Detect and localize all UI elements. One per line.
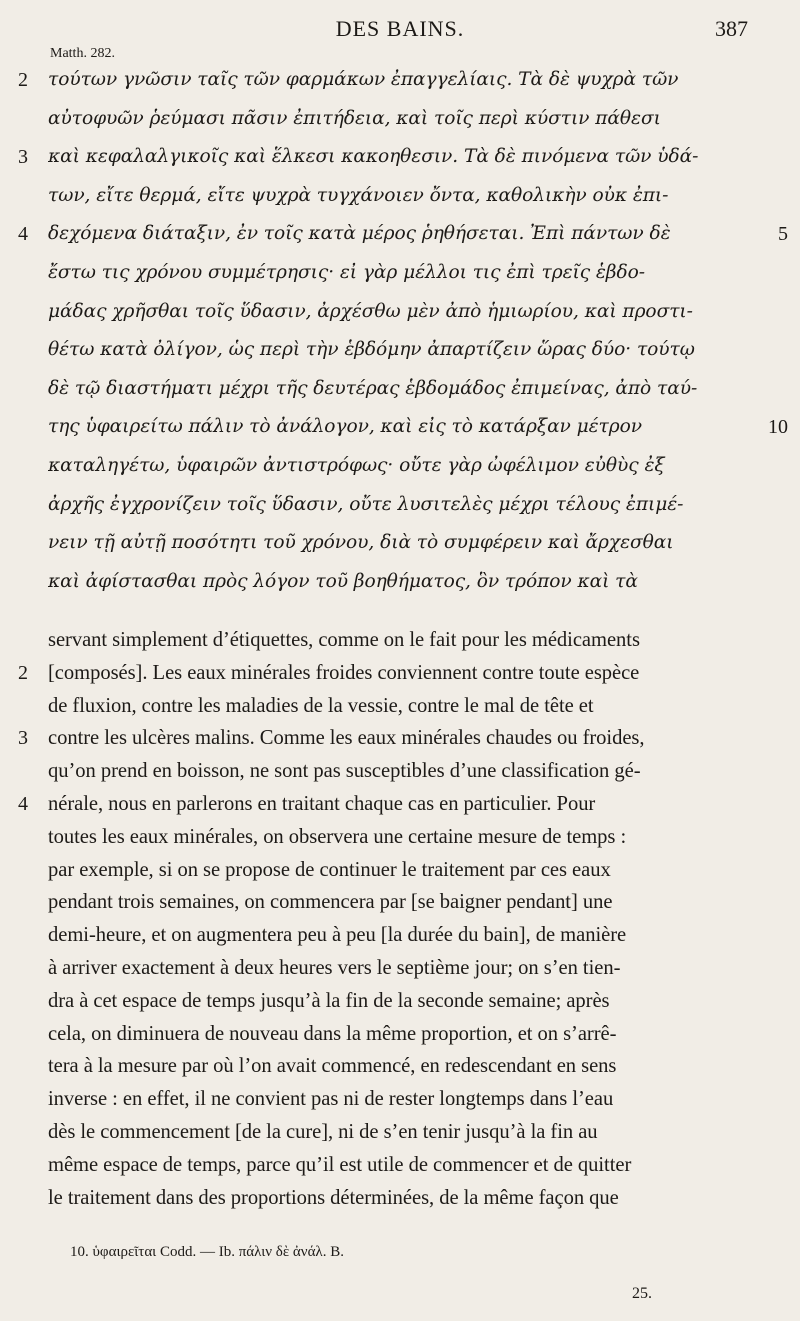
margin-section-number xyxy=(18,852,38,888)
margin-section-number xyxy=(18,332,38,368)
margin-section-number xyxy=(18,917,38,953)
margin-section-number xyxy=(18,1147,38,1183)
margin-section-number xyxy=(18,178,38,214)
margin-section-number xyxy=(18,819,38,855)
margin-section-number xyxy=(18,294,38,330)
greek-line: των, εἴτε θερμά, εἴτε ψυχρὰ τυγχάνοιεν ὄντα, καθολικὴν οὐκ ἐπι- xyxy=(48,184,669,206)
margin-section-number xyxy=(18,1114,38,1150)
greek-line: της ὑφαιρείτω πάλιν τὸ ἀνάλογον, καὶ εἰς τὸ κατάρξαν μέτρον xyxy=(48,416,643,438)
french-line: servant simplement d’étiquettes, comme on le fait pour les médicaments xyxy=(48,629,640,651)
french-line: [composés]. Les eaux minérales froides conviennent contre toute espèce xyxy=(48,661,640,684)
margin-section-number: 3 xyxy=(18,146,28,169)
french-line: demi-heure, et on augmentera peu à peu [la durée du bain], de manière xyxy=(48,924,627,947)
margin-section-number xyxy=(18,409,38,445)
running-title: DES BAINS. xyxy=(335,16,465,41)
margin-section-number xyxy=(18,622,38,658)
margin-section-number xyxy=(18,448,38,484)
margin-section-number xyxy=(18,884,38,920)
greek-line: δὲ τῷ διαστήματι μέχρι τῆς δευτέρας ἑβδομάδος ἐπιμείνας, ἀπὸ ταύ- xyxy=(48,377,698,399)
margin-section-number xyxy=(18,371,38,407)
margin-line-number: 5 xyxy=(778,223,788,246)
greek-line: καὶ ἀφίστασθαι πρὸς λόγον τοῦ βοηθήματος, ὃν τρόπον καὶ τὰ xyxy=(48,570,638,592)
greek-line: αὐτοφυῶν ῥεύμασι πᾶσιν ἐπιτήδεια, καὶ τοῖς περὶ κύστιν πάθεσι xyxy=(48,107,661,129)
margin-section-number xyxy=(18,255,38,291)
margin-section-number: 2 xyxy=(18,69,28,91)
printer-signature-mark: 25. xyxy=(632,1285,652,1302)
margin-section-number: 4 xyxy=(18,223,28,246)
greek-line: νειν τῇ αὐτῇ ποσότητι τοῦ χρόνου, διὰ τὸ συμφέρειν καὶ ἄρχεσθαι xyxy=(48,532,674,554)
french-line: qu’on prend en boisson, ne sont pas susceptibles d’une classification gé- xyxy=(48,760,641,783)
page-header xyxy=(0,16,800,48)
french-line: à arriver exactement à deux heures vers le septième jour; on s’en tien- xyxy=(48,957,621,979)
french-line: inverse : en effet, il ne convient pas ni de rester longtemps dans l’eau xyxy=(48,1088,614,1111)
margin-section-number: 2 xyxy=(18,661,28,684)
french-line: cela, on diminuera de nouveau dans la même proportion, et on s’arrê- xyxy=(48,1022,617,1045)
margin-section-number xyxy=(18,688,38,724)
margin-section-number xyxy=(18,525,38,561)
greek-line: θέτω κατὰ ὀλίγον, ὡς περὶ τὴν ἑβδόμην ἀπαρτίζειν ὥρας δύο· τούτῳ xyxy=(48,339,695,361)
greek-line: καταληγέτω, ὑφαιρῶν ἀντιστρόφως· οὔτε γὰρ ὠφέλιμον εὐθὺς ἐξ xyxy=(48,455,665,476)
margin-section-number: 3 xyxy=(18,727,28,750)
margin-section-number xyxy=(18,1016,38,1052)
french-line: dra à cet espace de temps jusqu’à la fin de la seconde semaine; après xyxy=(48,989,610,1012)
french-line: dès le commencement [de la cure], ni de s’en tenir jusqu’à la fin au xyxy=(48,1121,598,1143)
margin-section-number xyxy=(18,950,38,986)
page-number: 387 xyxy=(715,16,748,41)
margin-section-number xyxy=(18,487,38,523)
margin-line-number: 10 xyxy=(768,416,788,439)
french-line: toutes les eaux minérales, on observera une certaine mesure de temps : xyxy=(48,825,627,848)
manuscript-reference: Matth. 282. xyxy=(50,46,115,61)
margin-section-number xyxy=(18,1180,38,1216)
french-line: par exemple, si on se propose de continuer le traitement par ces eaux xyxy=(48,858,611,881)
french-line: contre les ulcères malins. Comme les eaux minérales chaudes ou froides, xyxy=(48,727,645,750)
french-line: le traitement dans des proportions déterminées, de la même façon que xyxy=(48,1186,619,1209)
greek-line: ἀρχῆς ἐγχρονίζειν τοῖς ὕδασιν, οὔτε λυσιτελὲς μέχρι τέλους ἐπιμέ- xyxy=(48,493,684,515)
greek-line: μάδας χρῆσθαι τοῖς ὕδασιν, ἀρχέσθω μὲν ἀπὸ ἡμιωρίου, καὶ προστι- xyxy=(48,300,693,322)
french-line: nérale, nous en parlerons en traitant chaque cas en particulier. Pour xyxy=(48,793,596,815)
greek-line: ἔστω τις χρόνου συμμέτρησις· εἰ γὰρ μέλλοι τις ἐπὶ τρεῖς ἑβδο- xyxy=(48,262,645,283)
french-line: pendant trois semaines, on commencera par [se baigner pendant] une xyxy=(48,891,613,914)
margin-section-number xyxy=(18,564,38,600)
french-line: de fluxion, contre les maladies de la vessie, contre le mal de tête et xyxy=(48,694,594,717)
margin-section-number xyxy=(18,983,38,1019)
margin-section-number xyxy=(18,753,38,789)
greek-line: τούτων γνῶσιν ταῖς τῶν φαρμάκων ἐπαγγελίαις. Τὰ δὲ ψυχρὰ τῶν xyxy=(48,69,679,90)
greek-line: δεχόμενα διάταξιν, ἐν τοῖς κατὰ μέρος ῥηθήσεται. Ἐπὶ πάντων δὲ xyxy=(48,223,671,245)
critical-apparatus-footnote: 10. ὑφαιρεῖται Codd. — Ib. πάλιν δὲ ἀνάλ. B. xyxy=(70,1244,344,1260)
margin-section-number xyxy=(18,101,38,137)
greek-line: καὶ κεφαλαλγικοῖς καὶ ἕλκεσι κακοηθεσιν. Τὰ δὲ πινόμενα τῶν ὑδά- xyxy=(48,146,699,168)
french-line: tera à la mesure par où l’on avait commencé, en redescendant en sens xyxy=(48,1055,617,1078)
margin-section-number xyxy=(18,1081,38,1117)
french-line: même espace de temps, parce qu’il est utile de commencer et de quitter xyxy=(48,1153,632,1176)
margin-section-number: 4 xyxy=(18,793,28,815)
margin-section-number xyxy=(18,1048,38,1084)
